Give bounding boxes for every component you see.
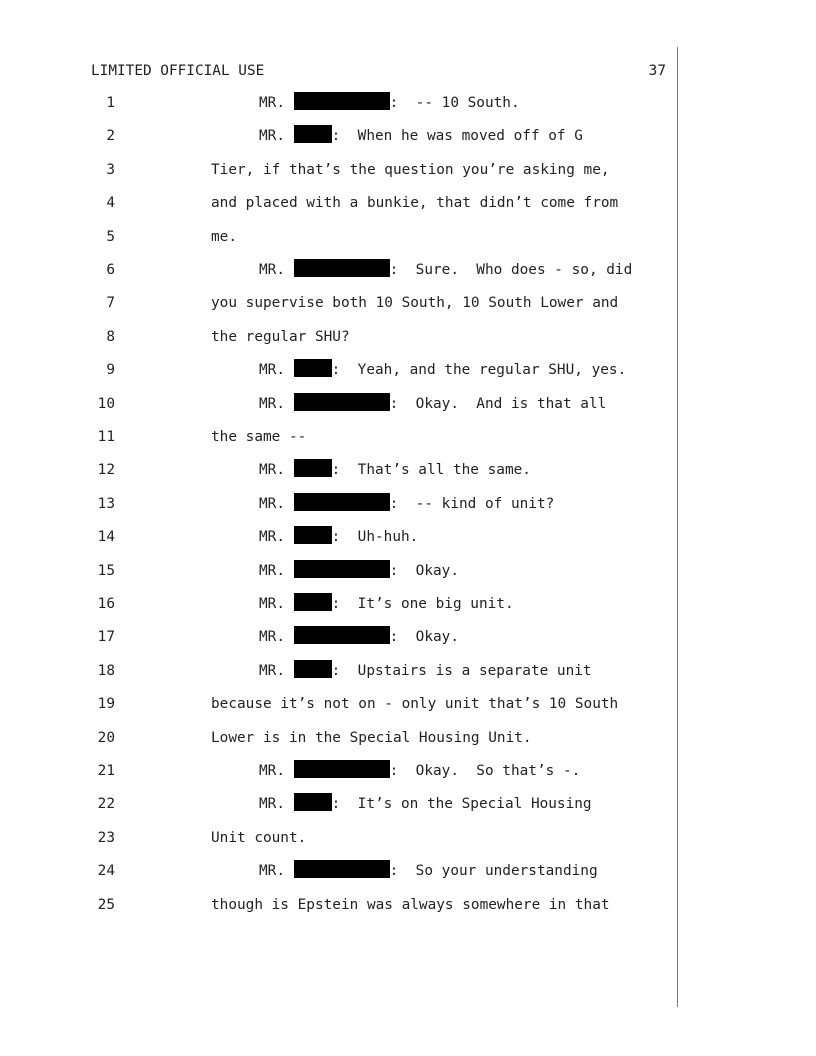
line-text <box>259 859 598 883</box>
line-text <box>211 692 618 716</box>
line-number: 11 <box>97 429 115 445</box>
spoken-text: : Uh-huh. <box>331 529 419 546</box>
speaker-label: MR. <box>259 596 285 612</box>
transcript-line <box>0 225 676 249</box>
redaction-box <box>294 459 332 477</box>
spoken-text: me. <box>211 228 237 245</box>
spoken-text: : It’s one big unit. <box>331 596 514 612</box>
line-text <box>259 358 626 382</box>
line-text <box>259 458 531 482</box>
speaker-label: MR. <box>259 629 285 646</box>
line-number: 25 <box>97 896 115 913</box>
line-text <box>259 91 520 115</box>
transcript-line <box>0 358 676 382</box>
spoken-text: : Yeah, and the regular SHU, yes. <box>331 362 627 379</box>
line-number: 2 <box>106 128 115 145</box>
line-text <box>259 592 514 616</box>
redaction-box <box>294 560 390 578</box>
line-text <box>211 158 610 182</box>
line-number: 22 <box>97 796 115 813</box>
redaction-box <box>294 92 390 110</box>
line-text <box>259 792 592 816</box>
redaction-box <box>294 793 332 811</box>
transcript-line <box>0 625 676 649</box>
transcript-line <box>0 692 676 716</box>
redaction-box <box>294 359 332 377</box>
line-number: 18 <box>97 662 115 679</box>
line-number: 8 <box>106 328 115 345</box>
line-number: 15 <box>97 562 115 579</box>
line-text <box>211 826 306 850</box>
speaker-label: MR. <box>259 95 285 111</box>
transcript-line <box>0 759 676 783</box>
speaker-label: MR. <box>259 796 285 813</box>
line-number: 4 <box>106 195 115 212</box>
redaction-box <box>294 660 332 678</box>
line-text <box>211 726 532 750</box>
line-number: 24 <box>97 863 115 880</box>
spoken-text: : So your understanding <box>389 863 598 880</box>
spoken-text: Tier, if that’s the question you’re asking me, <box>211 161 610 178</box>
transcript-line <box>0 392 676 416</box>
speaker-label: MR. <box>259 462 285 479</box>
transcript-line <box>0 826 676 850</box>
spoken-text: and placed with a bunkie, that didn’t come from <box>211 195 619 212</box>
redaction-box <box>294 626 390 644</box>
transcript-line <box>0 158 676 182</box>
spoken-text: Lower is in the Special Housing Unit. <box>211 729 532 746</box>
transcript-line <box>0 792 676 816</box>
transcript-line <box>0 525 676 549</box>
spoken-text: : Upstairs is a separate unit <box>331 662 592 679</box>
spoken-text: because it’s not on - only unit that’s 10 South <box>211 696 619 713</box>
transcript-line <box>0 592 676 616</box>
line-number: 6 <box>106 262 115 278</box>
speaker-label: MR. <box>259 395 285 412</box>
line-text <box>259 625 459 649</box>
line-text <box>259 392 606 416</box>
speaker-label: MR. <box>259 262 285 278</box>
transcript-line <box>0 492 676 516</box>
line-text <box>211 893 610 917</box>
line-text <box>259 759 580 783</box>
spoken-text: : Okay. And is that all <box>389 395 607 412</box>
spoken-text: : -- kind of unit? <box>389 495 555 512</box>
line-text <box>211 191 618 215</box>
line-number: 23 <box>97 829 115 846</box>
spoken-text: : Okay. So that’s -. <box>389 763 581 779</box>
line-number: 9 <box>106 362 115 379</box>
line-number: 21 <box>97 763 115 779</box>
spoken-text: : When he was moved off of G <box>331 128 583 145</box>
speaker-label: MR. <box>259 529 285 546</box>
speaker-label: MR. <box>259 662 285 679</box>
classification-header: LIMITED OFFICIAL USE <box>91 63 265 79</box>
spoken-text: Unit count. <box>211 829 307 846</box>
redaction-box <box>294 493 390 511</box>
spoken-text: : It’s on the Special Housing <box>331 796 592 813</box>
transcript-line <box>0 859 676 883</box>
redaction-box <box>294 393 390 411</box>
spoken-text: : Okay. <box>389 629 459 646</box>
line-number: 16 <box>97 596 115 612</box>
line-text <box>211 291 618 315</box>
line-text <box>259 659 592 683</box>
transcript-line <box>0 291 676 315</box>
spoken-text: : -- 10 South. <box>389 95 520 111</box>
speaker-label: MR. <box>259 128 285 145</box>
transcript-line <box>0 258 676 282</box>
line-text <box>259 492 554 516</box>
transcript-line <box>0 559 676 583</box>
line-number: 19 <box>97 696 115 713</box>
line-text <box>259 559 459 583</box>
line-text <box>259 258 632 282</box>
line-number: 20 <box>97 729 115 746</box>
line-text <box>211 225 237 249</box>
redaction-box <box>294 259 390 277</box>
line-text <box>259 124 583 148</box>
speaker-label: MR. <box>259 763 285 779</box>
transcript-line <box>0 325 676 349</box>
transcript-line <box>0 91 676 115</box>
line-number: 10 <box>97 395 115 412</box>
line-number: 12 <box>97 462 115 479</box>
right-margin-rule <box>677 47 678 1007</box>
line-number: 14 <box>97 529 115 546</box>
transcript-line <box>0 659 676 683</box>
redaction-box <box>294 860 390 878</box>
redaction-box <box>294 125 332 143</box>
transcript-line <box>0 191 676 215</box>
spoken-text: the same -- <box>211 429 307 445</box>
transcript-line <box>0 124 676 148</box>
transcript-line <box>0 458 676 482</box>
redaction-box <box>294 526 332 544</box>
line-text <box>211 425 306 449</box>
line-number: 1 <box>106 95 115 111</box>
page-number: 37 <box>648 63 666 79</box>
spoken-text: you supervise both 10 South, 10 South Lower and <box>211 295 619 312</box>
speaker-label: MR. <box>259 495 285 512</box>
line-number: 7 <box>106 295 115 312</box>
speaker-label: MR. <box>259 362 285 379</box>
transcript-line <box>0 893 676 917</box>
spoken-text: : Sure. Who does - so, did <box>389 262 633 278</box>
transcript-line <box>0 726 676 750</box>
redaction-box <box>294 760 390 778</box>
speaker-label: MR. <box>259 562 285 579</box>
spoken-text: though is Epstein was always somewhere in that <box>211 896 610 913</box>
line-text <box>211 325 350 349</box>
line-text <box>259 525 418 549</box>
redaction-box <box>294 593 332 611</box>
line-number: 13 <box>97 495 115 512</box>
speaker-label: MR. <box>259 863 285 880</box>
spoken-text: the regular SHU? <box>211 328 350 345</box>
transcript-line <box>0 425 676 449</box>
spoken-text: : That’s all the same. <box>331 462 531 479</box>
line-number: 5 <box>106 228 115 245</box>
spoken-text: : Okay. <box>389 562 459 579</box>
line-number: 17 <box>97 629 115 646</box>
line-number: 3 <box>106 161 115 178</box>
